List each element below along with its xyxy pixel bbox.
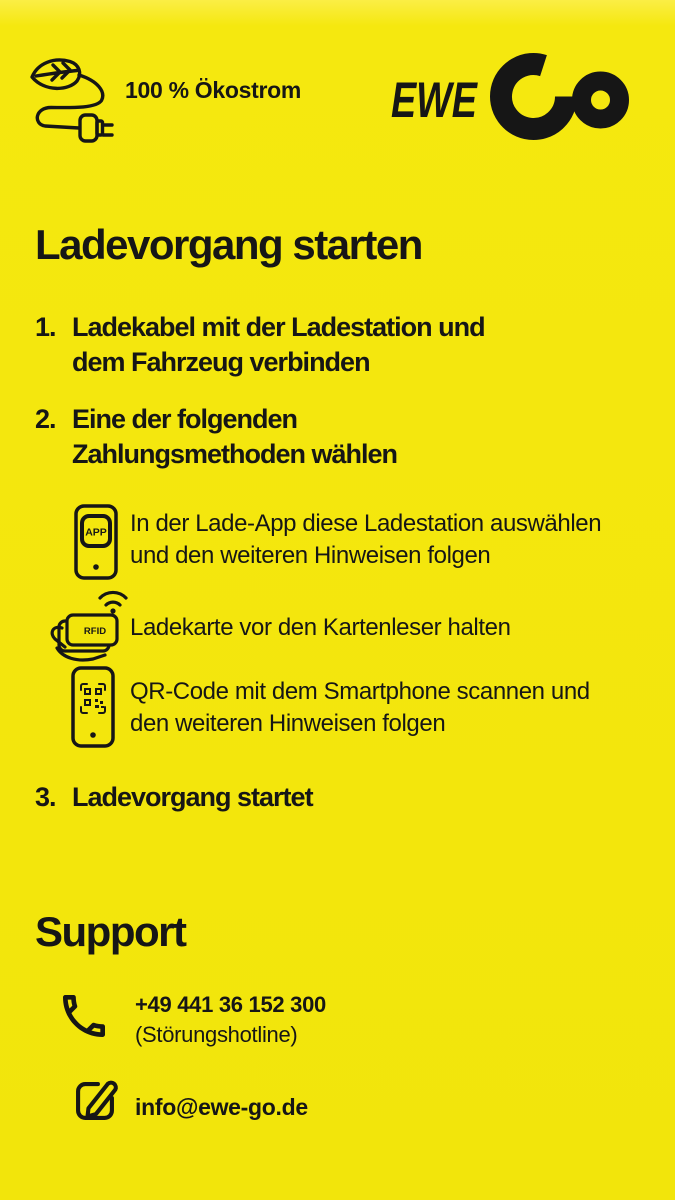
payment-method-qr-label	[130, 676, 590, 740]
support-phone-number: +49 441 36 152 300	[135, 992, 326, 1017]
step-number: 3.	[35, 782, 56, 812]
support-email: info@ewe-go.de	[135, 1094, 308, 1120]
step-text-line: Ladevorgang startet	[72, 782, 313, 812]
ewe-go-logo	[386, 45, 634, 145]
payment-text-line: und den weiteren Hinweisen folgen	[130, 542, 491, 569]
qr-pattern	[84, 688, 104, 708]
rfid-card-icon	[46, 588, 134, 672]
step-text-line: Ladekabel mit der Ladestation und	[72, 312, 485, 342]
step-number: 1.	[35, 312, 56, 342]
app-badge-text: APP	[85, 526, 107, 539]
logo-ewe-text: EWE	[391, 72, 479, 128]
page-title: Ladevorgang starten	[35, 221, 422, 268]
phone-handset-icon	[56, 988, 112, 1044]
support-phone	[135, 990, 326, 1050]
step-text-line: Eine der folgenden	[72, 404, 298, 434]
support-phone-note: (Störungshotline)	[135, 1022, 298, 1047]
eco-label: 100 % Ökostrom	[125, 77, 302, 103]
step-number: 2.	[35, 404, 56, 434]
payment-text-line: den weiteren Hinweisen folgen	[130, 710, 446, 737]
leaf-plug-icon	[26, 54, 118, 149]
compose-email-icon	[66, 1072, 124, 1130]
payment-method-rfid-label	[130, 612, 511, 644]
step-text-line: Zahlungsmethoden wählen	[72, 439, 398, 469]
payment-method-app-label	[130, 508, 601, 572]
payment-text-line: QR-Code mit dem Smartphone scannen und	[130, 678, 590, 705]
payment-text-line: Ladekarte vor den Kartenleser halten	[130, 614, 511, 641]
rfid-badge-text: RFID	[83, 626, 107, 637]
app-phone-icon	[73, 503, 119, 581]
qr-code-phone-icon	[70, 665, 116, 749]
payment-text-line: In der Lade-App diese Ladestation auswählen	[130, 510, 602, 537]
logo-go-mark	[501, 64, 620, 129]
support-title: Support	[35, 908, 186, 955]
step-text-line: dem Fahrzeug verbinden	[72, 347, 370, 377]
